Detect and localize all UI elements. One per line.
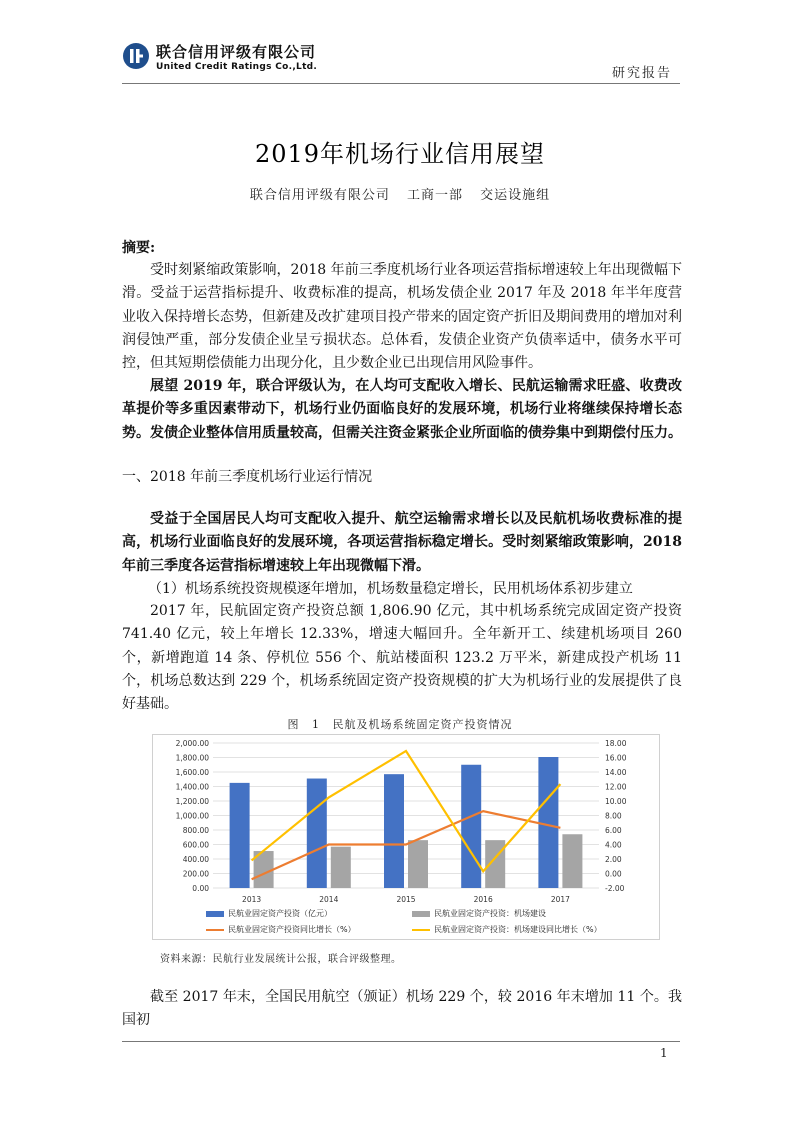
right-axis-tick-label: 18.00: [605, 739, 627, 748]
right-axis-tick-label: 4.00: [605, 840, 622, 850]
airport-count-paragraph: 截至 2017 年末，全国民用航空（颁证）机场 229 个，较 2016 年末增加 11 个。我国初: [122, 989, 682, 1029]
bar: [307, 779, 327, 888]
outlook-paragraph: 展望 2019 年，联合评级认为，在人均可支配收入增长、民航运输需求旺盛、收费改革提价等多重因素带动下，机场行业仍面临良好的发展环境，机场行业将继续保持增长态势。发债企业整体信用质量较高，但需关注资金紧张企业所面临的债券集中到期偿付压力。: [122, 378, 682, 441]
legend-item: [412, 924, 602, 935]
right-axis-tick-label: 8.00: [605, 811, 622, 821]
footer-divider: [122, 1041, 680, 1042]
bar: [230, 783, 250, 888]
document-title: 2019年机场行业信用展望: [254, 140, 546, 168]
left-axis-tick-label: 1,400.00: [175, 782, 209, 792]
right-axis-tick-label: 0.00: [605, 869, 622, 879]
company-name-en: United Credit Ratings Co.,Ltd.: [156, 62, 318, 72]
legend-label: 民航业固定资产投资：机场建设同比增长（%）: [434, 925, 602, 934]
figure-caption: 图 1 民航及机场系统固定资产投资情况: [287, 718, 513, 731]
x-axis-tick-label: 2016: [473, 895, 493, 904]
section-intro-paragraph: 受益于全国居民人均可支配收入提升、航空运输需求增长以及民航机场收费标准的提高，机场行业面临良好的发展环境，各项运营指标稳定增长。受时刻紧缩政策影响，2018 年前三季度各运营指标增速较上年出现微幅下滑。: [122, 511, 682, 574]
section-heading: 一、2018 年前三季度机场行业运行情况: [122, 469, 373, 485]
left-axis-tick-label: 800.00: [182, 826, 209, 835]
right-axis-tick-label: 16.00: [605, 753, 627, 763]
figure-source: 资料来源：民航行业发展统计公报，联合评级整理。: [160, 954, 402, 965]
legend-swatch: [412, 929, 430, 931]
subsection-heading: （1）机场系统投资规模逐年增加，机场数量稳定增长，民用机场体系初步建立: [148, 581, 633, 597]
report-type-label: 研究报告: [612, 66, 673, 81]
left-axis-tick-label: 0.00: [192, 884, 209, 893]
right-axis-tick-label: 14.00: [605, 768, 627, 777]
page-number: 1: [660, 1046, 668, 1060]
legend-swatch: [206, 929, 224, 931]
left-axis-tick-label: 200.00: [182, 869, 209, 879]
x-axis-tick-label: 2013: [242, 895, 262, 904]
bar: [384, 774, 404, 888]
legend-label: 民航业固定资产投资（亿元）: [228, 909, 332, 918]
authors-line: 联合信用评级有限公司 工商一部 交运设施组: [249, 188, 551, 203]
bar: [408, 840, 428, 888]
bar: [461, 765, 481, 888]
x-axis-tick-label: 2014: [319, 895, 339, 904]
summary-heading: 摘要:: [122, 240, 156, 256]
left-axis-tick-label: 1,800.00: [175, 753, 209, 763]
right-axis-tick-label: 10.00: [605, 797, 627, 806]
legend-item: [412, 908, 546, 919]
bar: [538, 757, 558, 888]
x-axis-tick-label: 2017: [550, 895, 570, 904]
right-axis-tick-label: 2.00: [605, 855, 622, 864]
left-axis-tick-label: 400.00: [182, 855, 209, 864]
legend-label: 民航业固定资产投资同比增长（%）: [228, 925, 356, 934]
x-axis-tick-label: 2015: [396, 895, 416, 904]
right-axis-tick-label: -2.00: [605, 884, 625, 893]
legend-item: [206, 924, 356, 935]
company-name-cn: 联合信用评级有限公司: [156, 43, 317, 61]
investment-paragraph: 2017 年，民航固定资产投资总额 1,806.90 亿元，其中机场系统完成固定资产投资 741.40 亿元，较上年增长 12.33%，增速大幅回升。全年新开工、续建机场项目 260 个，新增跑道 14 条、停机位 556 个、航站楼面积 123.2 万平米，新建成投产机场 11 个，机场总数达到 229 个，机场系统固定资产投资规模的扩大为机场行业的发展提供了良好基础。: [122, 603, 682, 713]
right-axis-tick-label: 6.00: [605, 826, 622, 835]
legend-label: 民航业固定资产投资：机场建设: [434, 909, 546, 918]
summary-paragraph: 受时刻紧缩政策影响，2018 年前三季度机场行业各项运营指标增速较上年出现微幅下滑。受益于运营指标提升、收费标准的提高，机场发债企业 2017 年及 2018 年半年度营业收入保持增长态势，但新建及改扩建项目投产带来的固定资产折旧及期间费用的增加对利润侵蚀严重，部分发债企业呈亏损状态。总体看，发债企业资产负债率适中，债务水平可控，但其短期偿债能力出现分化，且少数企业已出现信用风险事件。: [122, 262, 682, 372]
left-axis-tick-label: 1,000.00: [175, 811, 209, 821]
right-axis-tick-label: 12.00: [605, 782, 627, 792]
bar: [562, 834, 582, 888]
left-axis-tick-label: 1,200.00: [175, 797, 209, 806]
company-logo: [122, 42, 150, 70]
bar: [331, 847, 351, 888]
left-axis-tick-label: 2,000.00: [175, 739, 209, 748]
legend-swatch: [412, 911, 430, 917]
series-line: [252, 751, 561, 871]
left-axis-tick-label: 1,600.00: [175, 768, 209, 777]
legend-item: [206, 908, 332, 919]
left-axis-tick-label: 600.00: [182, 840, 209, 850]
header-divider: [122, 83, 680, 84]
legend-swatch: [206, 911, 224, 917]
